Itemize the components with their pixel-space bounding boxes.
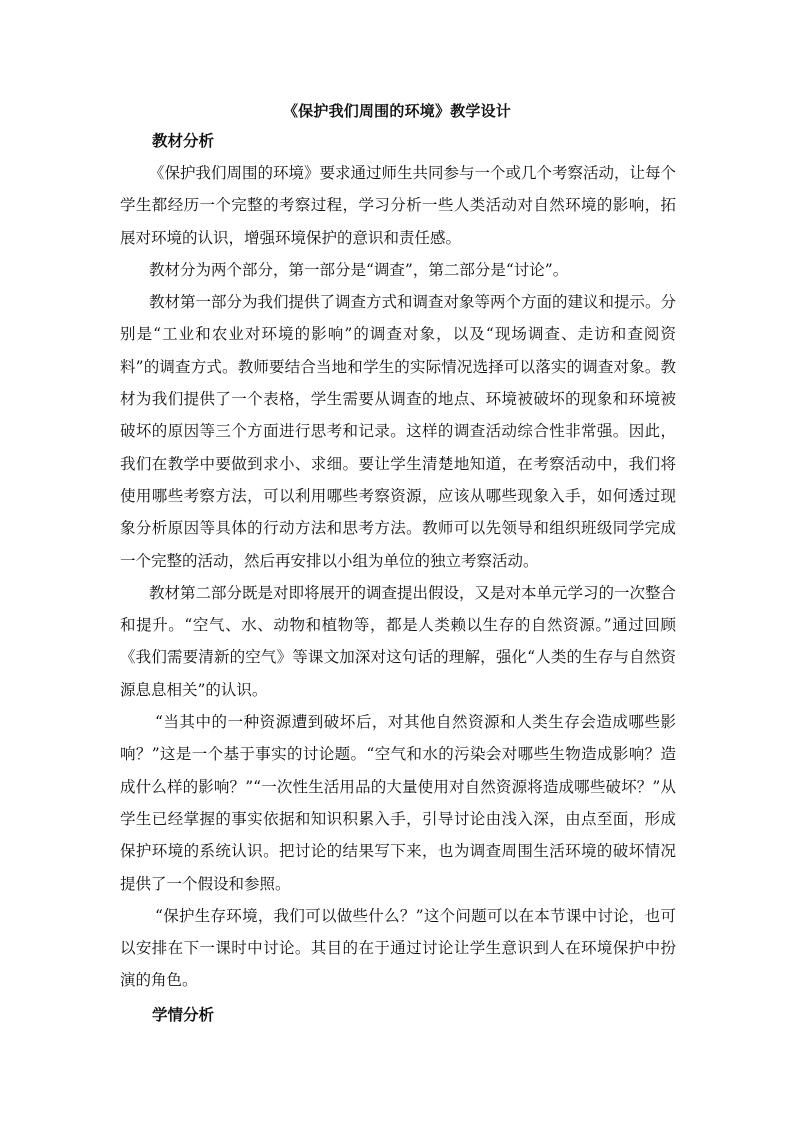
document-title: 《保护我们周围的环境》教学设计 (282, 102, 511, 120)
paragraph: 教材第二部分既是对即将展开的调查提出假设，又是对本单元学习的一次整合和提升。“空气、水、动物和植物等，都是人类赖以生存的自然资源。”通过回顾《我们需要清新的空气》等课文加深对这句话的理解，强化“人类的生存与自然资源息息相关”的认识。 (120, 583, 677, 699)
paragraph: “保护生存环境，我们可以做些什么？”这个问题可以在本节课中讨论，也可以安排在下一课时中讨论。其目的在于通过讨论让学生意识到人在环境保护中扮演的角色。 (120, 906, 676, 990)
paragraph: “当其中的一种资源遭到破坏后，对其他自然资源和人类生存会造成哪些影响？”这是一个基于事实的讨论题。“空气和水的污染会对哪些生物造成影响？造成什么样的影响？”“一次性生活用品的大量使用对自然资源将造成哪些破坏？”从学生已经掌握的事实依据和知识积累入手，引导讨论由浅入深，由点至面，形成保护环境的系统认识。把讨论的结果写下来，也为调查周围生活环境的破坏情况提供了一个假设和参照。 (120, 713, 676, 893)
section-heading-learner-analysis: 学情分析 (152, 1004, 215, 1024)
document-body (120, 125, 676, 1031)
paragraph: 教材分为两个部分，第一部分是“调查”，第二部分是“讨论”。 (149, 260, 569, 279)
paragraph: 《保护我们周围的环境》要求通过师生共同参与一个或几个考察活动，让每个学生都经历一个完整的考察过程，学习分析一些人类活动对自然环境的影响，拓展对环境的认识，增强环境保护的意识和责任感。 (120, 164, 677, 247)
section-heading-textbook-analysis: 教材分析 (152, 131, 215, 150)
paragraph: 教材第一部分为我们提供了调查方式和调查对象等两个方面的建议和提示。分别是“工业和农业对环境的影响”的调查对象，以及“现场调查、走访和查阅资料”的调查方式。教师要结合当地和学生的实际情况选择可以落实的调查对象。教材为我们提供了一个表格，学生需要从调查的地点、环境被破坏的现象和环境被破坏的原因等三个方面进行思考和记录。这样的调查活动综合性非常强。因此，我们在教学中要做到求小、求细。要让学生清楚地知道，在考察活动中，我们将使用哪些考察方法，可以利用哪些考察资源，应该从哪些现象入手，如何透过现象分析原因等具体的行动方法和思考方法。教师可以先领导和组织班级同学完成一个完整的活动，然后再安排以小组为单位的独立考察活动。 (120, 293, 677, 570)
